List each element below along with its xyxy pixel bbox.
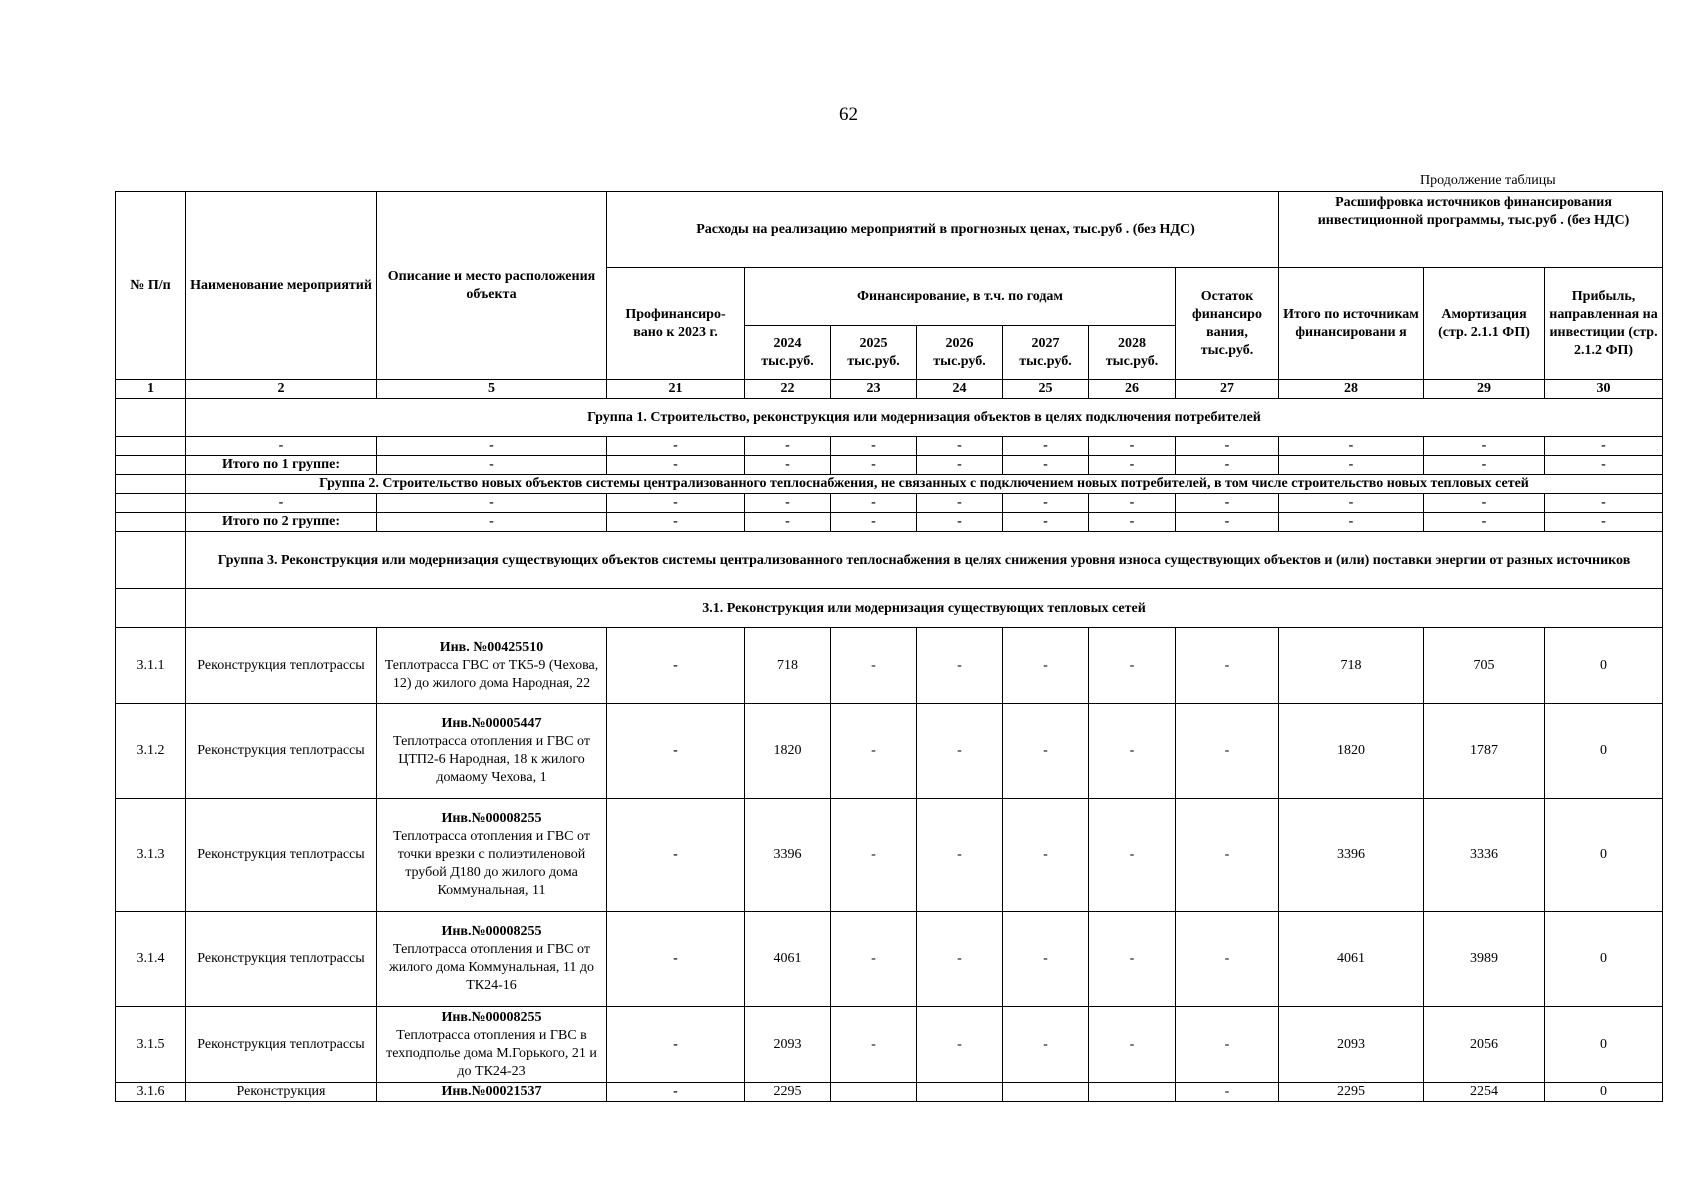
- dash-cell: -: [1279, 437, 1424, 456]
- row-2024: 4061: [745, 912, 831, 1007]
- table-row: [116, 628, 1663, 704]
- dash-cell: -: [1279, 494, 1424, 513]
- row-2027: -: [1003, 799, 1089, 912]
- header-row-1: [116, 192, 1663, 268]
- dash-cell: -: [186, 437, 377, 456]
- row-2027: [1003, 1083, 1089, 1102]
- row-2024: 3396: [745, 799, 831, 912]
- dash-cell: -: [745, 513, 831, 532]
- dash-cell: -: [1176, 456, 1279, 475]
- inventory-code: Инв.№00005447: [441, 716, 542, 731]
- header-year-2025: 2025 тыс.руб.: [831, 326, 917, 380]
- column-numbers-row: [116, 380, 1663, 399]
- subgroup-3-1-title-row: [116, 589, 1663, 628]
- row-profit: 0: [1545, 1083, 1663, 1102]
- dash-cell: -: [1089, 513, 1176, 532]
- col-number: 25: [1003, 380, 1089, 399]
- col-number: 27: [1176, 380, 1279, 399]
- header-description: Описание и место расположения объекта: [377, 192, 607, 380]
- dash-cell: -: [377, 437, 607, 456]
- row-num: 3.1.5: [116, 1007, 186, 1083]
- description-text: Теплотрасса отопления и ГВС от жилого дома Коммунальная, 11 до ТК24-16: [389, 942, 594, 993]
- dash-cell: -: [186, 494, 377, 513]
- col-number: 21: [607, 380, 745, 399]
- row-2027: -: [1003, 1007, 1089, 1083]
- col-number: 23: [831, 380, 917, 399]
- group-1-title: Группа 1. Строительство, реконструкция или модернизация объектов в целях подключения потребителей: [186, 399, 1663, 437]
- col-number: 30: [1545, 380, 1663, 399]
- dash-cell: -: [607, 494, 745, 513]
- col-number: 26: [1089, 380, 1176, 399]
- dash-cell: -: [607, 456, 745, 475]
- dash-cell: -: [1424, 494, 1545, 513]
- dash-cell: -: [377, 456, 607, 475]
- group-1-total-row: [116, 456, 1663, 475]
- dash-cell: -: [917, 456, 1003, 475]
- row-profit: 0: [1545, 628, 1663, 704]
- group-3-title-row: [116, 532, 1663, 589]
- inventory-code: Инв.№00021537: [441, 1084, 542, 1099]
- dash-cell: -: [831, 513, 917, 532]
- row-2028: [1089, 1083, 1176, 1102]
- group-3-title: Группа 3. Реконструкция или модернизация существующих объектов системы централизованного теплоснабжения в целях снижения уровня износа существующих объектов и (или) поставки энергии от разных источников: [186, 532, 1663, 589]
- table-row: [116, 704, 1663, 799]
- group-1-title-row: [116, 399, 1663, 437]
- group-2-title-row: [116, 475, 1663, 494]
- row-amortization: 3336: [1424, 799, 1545, 912]
- group-2-title: Группа 2. Строительство новых объектов системы централизованного теплоснабжения, не связанных с подключением новых потребителей, в том числе строительство новых тепловых сетей: [186, 475, 1663, 494]
- row-2024: 2093: [745, 1007, 831, 1083]
- row-2025: -: [831, 912, 917, 1007]
- dash-cell: -: [831, 494, 917, 513]
- row-financed-2023: -: [607, 799, 745, 912]
- dash-cell: -: [1279, 513, 1424, 532]
- description-text: Теплотрасса ГВС от ТК5-9 (Чехова, 12) до жилого дома Народная, 22: [384, 657, 599, 691]
- row-name: Реконструкция: [186, 1083, 377, 1102]
- inventory-code: Инв.№00008255: [441, 811, 542, 826]
- dash-cell: -: [1545, 437, 1663, 456]
- row-total: 2093: [1279, 1007, 1424, 1083]
- row-2026: -: [917, 1007, 1003, 1083]
- dash-cell: -: [1089, 456, 1176, 475]
- row-description: [377, 1007, 607, 1083]
- row-num: 3.1.1: [116, 628, 186, 704]
- header-financing-by-years: Финансирование, в т.ч. по годам: [745, 268, 1176, 326]
- col-number: 2: [186, 380, 377, 399]
- row-total: 1820: [1279, 704, 1424, 799]
- header-name: Наименование мероприятий: [186, 192, 377, 380]
- row-num: 3.1.3: [116, 799, 186, 912]
- group-2-total-label: Итого по 2 группе:: [186, 513, 377, 532]
- dash-cell: -: [607, 513, 745, 532]
- description-text: Теплотрасса отопления и ГВС от точки врезки с полиэтиленовой трубой Д180 до жилого дома Коммунальная, 11: [393, 829, 590, 898]
- row-financed-2023: -: [607, 1007, 745, 1083]
- inventory-code: Инв.№00008255: [441, 1009, 542, 1025]
- table-row: [116, 799, 1663, 912]
- row-num: 3.1.4: [116, 912, 186, 1007]
- investment-table: [115, 191, 1663, 1102]
- header-year-2027: 2027 тыс.руб.: [1003, 326, 1089, 380]
- row-profit: 0: [1545, 799, 1663, 912]
- header-year-2024: 2024 тыс.руб.: [745, 326, 831, 380]
- row-name: Реконструкция теплотрассы: [186, 628, 377, 704]
- group-1-total-label: Итого по 1 группе:: [186, 456, 377, 475]
- row-remainder: -: [1176, 628, 1279, 704]
- row-total: 2295: [1279, 1083, 1424, 1102]
- row-name: Реконструкция теплотрассы: [186, 912, 377, 1007]
- row-description: [377, 799, 607, 912]
- group-1-dash-row: [116, 437, 1663, 456]
- table-row: [116, 912, 1663, 1007]
- dash-cell: -: [745, 456, 831, 475]
- dash-cell: -: [1176, 513, 1279, 532]
- group-2-dash-row: [116, 494, 1663, 513]
- dash-cell: -: [1176, 437, 1279, 456]
- row-2025: -: [831, 799, 917, 912]
- row-total: 718: [1279, 628, 1424, 704]
- dash-cell: -: [1003, 456, 1089, 475]
- dash-cell: -: [1424, 513, 1545, 532]
- dash-cell: -: [917, 513, 1003, 532]
- row-amortization: 2056: [1424, 1007, 1545, 1083]
- row-2024: 718: [745, 628, 831, 704]
- row-2026: -: [917, 799, 1003, 912]
- dash-cell: -: [1003, 513, 1089, 532]
- row-remainder: -: [1176, 1083, 1279, 1102]
- row-2024: 2295: [745, 1083, 831, 1102]
- header-total-sources: Итого по источникам финансировани я: [1279, 268, 1424, 380]
- row-description: [377, 628, 607, 704]
- subgroup-3-1-title: 3.1. Реконструкция или модернизация существующих тепловых сетей: [186, 589, 1663, 628]
- header-num: № П/п: [116, 192, 186, 380]
- row-2025: -: [831, 628, 917, 704]
- description-text: Теплотрасса отопления и ГВС от ЦТП2-6 Народная, 18 к жилого домаому Чехова, 1: [393, 734, 590, 785]
- row-profit: 0: [1545, 912, 1663, 1007]
- row-name: Реконструкция теплотрассы: [186, 704, 377, 799]
- row-amortization: 705: [1424, 628, 1545, 704]
- dash-cell: -: [745, 437, 831, 456]
- row-name: Реконструкция теплотрассы: [186, 1007, 377, 1083]
- dash-cell: -: [1545, 513, 1663, 532]
- row-2028: -: [1089, 628, 1176, 704]
- dash-cell: -: [1545, 494, 1663, 513]
- dash-cell: -: [831, 456, 917, 475]
- header-sources: Расшифровка источников финансирования инвестиционной программы, тыс.руб . (без НДС): [1279, 192, 1663, 268]
- dash-cell: -: [1424, 456, 1545, 475]
- row-2027: -: [1003, 912, 1089, 1007]
- row-2024: 1820: [745, 704, 831, 799]
- dash-cell: -: [1545, 456, 1663, 475]
- row-2026: [917, 1083, 1003, 1102]
- dash-cell: -: [1089, 494, 1176, 513]
- table-row: [116, 1083, 1663, 1102]
- dash-cell: -: [1424, 437, 1545, 456]
- dash-cell: -: [1279, 456, 1424, 475]
- row-2028: -: [1089, 912, 1176, 1007]
- col-number: 22: [745, 380, 831, 399]
- inventory-code: Инв.№00008255: [441, 924, 542, 939]
- dash-cell: -: [1003, 437, 1089, 456]
- row-description: [377, 912, 607, 1007]
- row-amortization: 3989: [1424, 912, 1545, 1007]
- row-total: 4061: [1279, 912, 1424, 1007]
- dash-cell: -: [377, 513, 607, 532]
- page-number: 62: [839, 104, 858, 125]
- row-2028: -: [1089, 799, 1176, 912]
- header-remainder: Остаток финансиро вания, тыс.руб.: [1176, 268, 1279, 380]
- dash-cell: -: [917, 494, 1003, 513]
- row-2025: -: [831, 704, 917, 799]
- row-remainder: -: [1176, 912, 1279, 1007]
- header-profit: Прибыль, направленная на инвестиции (стр. 2.1.2 ФП): [1545, 268, 1663, 380]
- row-profit: 0: [1545, 1007, 1663, 1083]
- col-number: 28: [1279, 380, 1424, 399]
- row-2026: -: [917, 912, 1003, 1007]
- dash-cell: -: [1089, 437, 1176, 456]
- dash-cell: -: [377, 494, 607, 513]
- continuation-label: Продолжение таблицы: [1420, 173, 1556, 188]
- header-expenses: Расходы на реализацию мероприятий в прогнозных ценах, тыс.руб . (без НДС): [607, 192, 1279, 268]
- dash-cell: -: [1003, 494, 1089, 513]
- row-financed-2023: -: [607, 1083, 745, 1102]
- row-financed-2023: -: [607, 628, 745, 704]
- header-amortization: Амортизация (стр. 2.1.1 ФП): [1424, 268, 1545, 380]
- row-financed-2023: -: [607, 704, 745, 799]
- table-row: [116, 1007, 1663, 1083]
- row-total: 3396: [1279, 799, 1424, 912]
- row-remainder: -: [1176, 704, 1279, 799]
- row-2028: -: [1089, 704, 1176, 799]
- row-amortization: 1787: [1424, 704, 1545, 799]
- row-financed-2023: -: [607, 912, 745, 1007]
- row-2026: -: [917, 628, 1003, 704]
- col-number: 29: [1424, 380, 1545, 399]
- header-year-2028: 2028 тыс.руб.: [1089, 326, 1176, 380]
- dash-cell: -: [607, 437, 745, 456]
- row-2025: [831, 1083, 917, 1102]
- inventory-code: Инв. №00425510: [439, 639, 544, 655]
- dash-cell: -: [831, 437, 917, 456]
- row-remainder: -: [1176, 799, 1279, 912]
- header-year-2026: 2026 тыс.руб.: [917, 326, 1003, 380]
- header-financed-2023: Профинансиро-вано к 2023 г.: [607, 268, 745, 380]
- col-number: 1: [116, 380, 186, 399]
- row-remainder: -: [1176, 1007, 1279, 1083]
- description-text: Теплотрасса отопления и ГВС в техподполье дома М.Горького, 21 и до ТК24-23: [386, 1027, 597, 1079]
- row-2025: -: [831, 1007, 917, 1083]
- group-2-total-row: [116, 513, 1663, 532]
- dash-cell: -: [745, 494, 831, 513]
- row-2028: -: [1089, 1007, 1176, 1083]
- row-amortization: 2254: [1424, 1083, 1545, 1102]
- col-number: 5: [377, 380, 607, 399]
- row-profit: 0: [1545, 704, 1663, 799]
- row-num: 3.1.6: [116, 1083, 186, 1102]
- row-num: 3.1.2: [116, 704, 186, 799]
- row-name: Реконструкция теплотрассы: [186, 799, 377, 912]
- row-description: [377, 1083, 607, 1102]
- col-number: 24: [917, 380, 1003, 399]
- dash-cell: -: [1176, 494, 1279, 513]
- row-2026: -: [917, 704, 1003, 799]
- row-description: [377, 704, 607, 799]
- row-2027: -: [1003, 704, 1089, 799]
- row-2027: -: [1003, 628, 1089, 704]
- dash-cell: -: [917, 437, 1003, 456]
